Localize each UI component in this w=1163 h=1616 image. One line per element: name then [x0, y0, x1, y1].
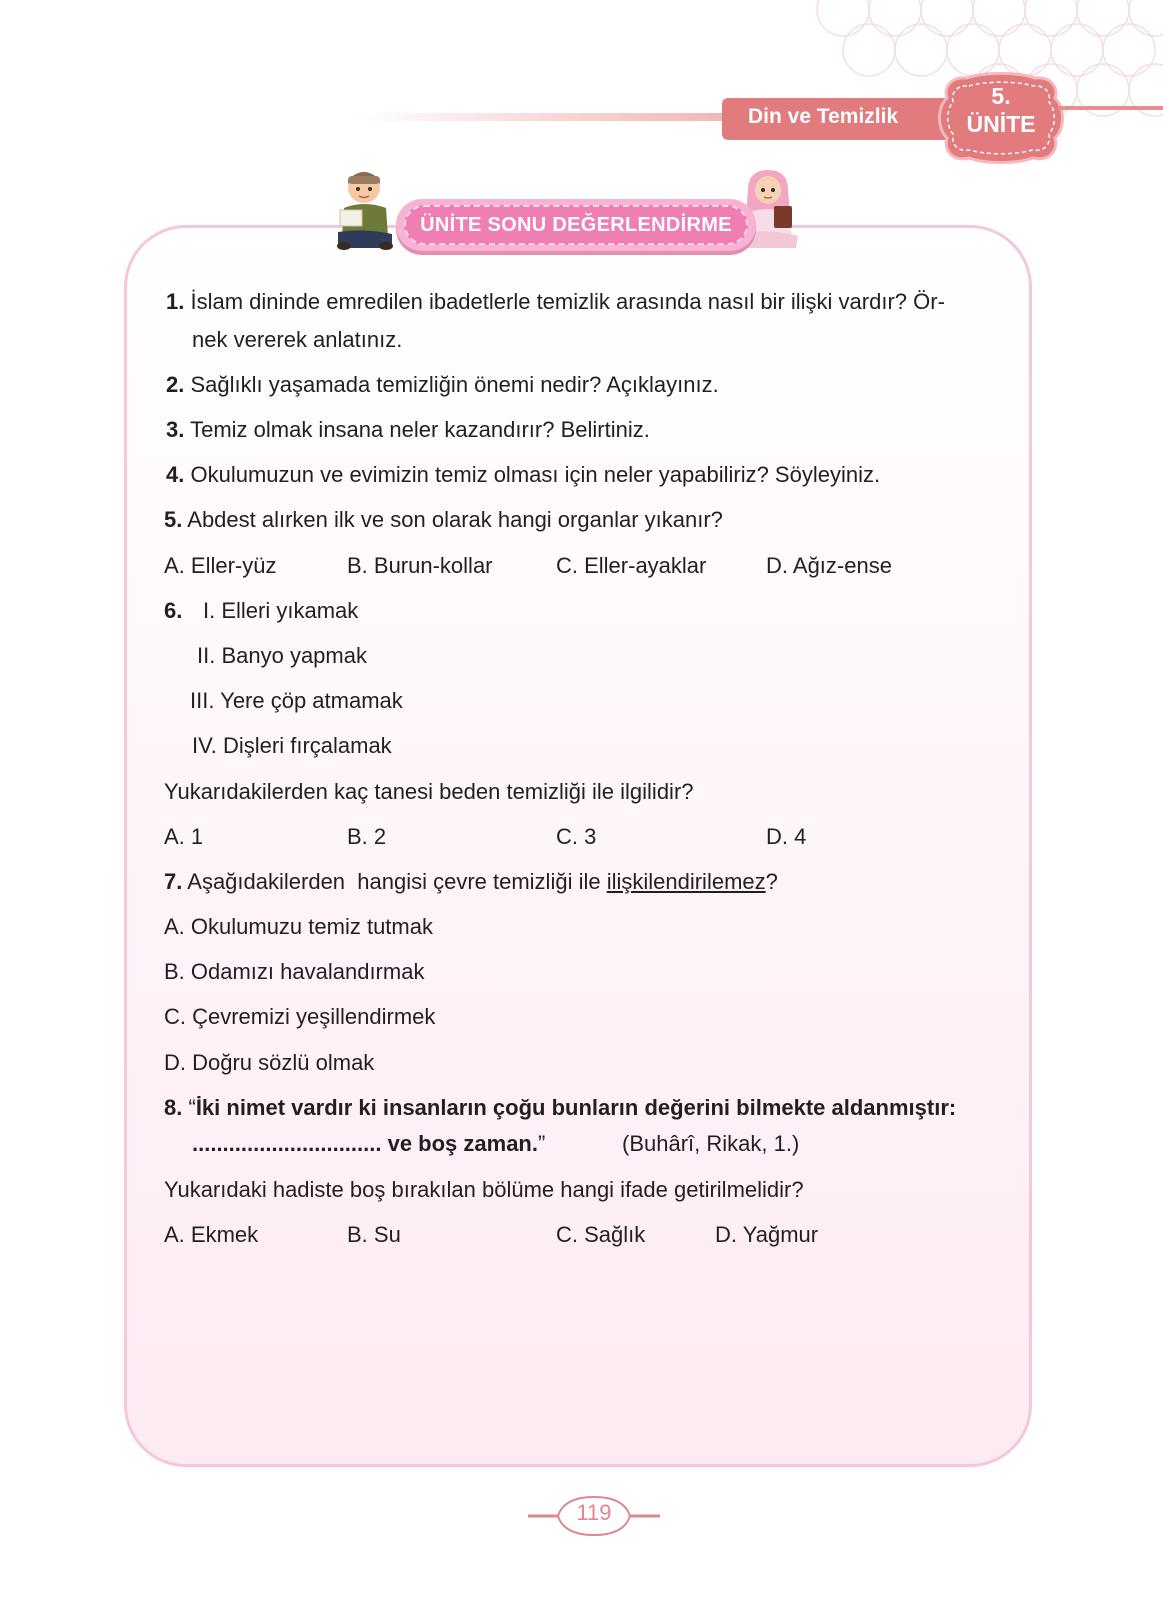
q6-item-2: II. Banyo yapmak: [197, 643, 367, 668]
q6-option-a[interactable]: A. 1: [164, 824, 204, 849]
question-1-continued: nek vererek anlatınız.: [192, 327, 403, 352]
header-divider: [355, 113, 725, 121]
question-number: 5.: [164, 507, 183, 532]
boy-reading-icon: [334, 170, 396, 252]
q7-option-d[interactable]: D. Doğru sözlü olmak: [164, 1050, 375, 1075]
question-3: [166, 417, 650, 443]
q6-item-1: I. Elleri yıkamak: [203, 598, 359, 623]
question-number: 8.: [164, 1095, 183, 1120]
hadith-source: (Buhârî, Rikak, 1.): [622, 1131, 800, 1156]
chapter-title: Din ve Temizlik: [722, 98, 954, 140]
question-text: Abdest alırken ilk ve son olarak hangi organlar yıkanır?: [187, 507, 723, 532]
unit-number: 5.: [991, 83, 1011, 109]
q6-prompt: Yukarıdakilerden kaç tanesi beden temizliği ile ilgilidir?: [164, 779, 694, 804]
question-number: 2.: [166, 372, 185, 397]
question-text: İslam dininde emredilen ibadetlerle temizlik arasında nasıl bir ilişki vardır? Ör-: [190, 289, 945, 314]
q5-option-c[interactable]: C. Eller-ayaklar: [556, 553, 707, 578]
q6-option-d[interactable]: D. 4: [766, 824, 807, 849]
question-number: 7.: [164, 869, 183, 894]
q8-option-a[interactable]: A. Ekmek: [164, 1222, 259, 1247]
question-5: [164, 507, 723, 533]
q5-option-d[interactable]: D. Ağız-ense: [766, 553, 892, 578]
question-text: Aşağıdakilerden hangisi çevre temizliği ile: [187, 869, 607, 894]
question-text: Okulumuzun ve evimizin temiz olması için neler yapabiliriz? Söyleyiniz.: [190, 462, 881, 487]
quote-open: “: [188, 1095, 196, 1120]
q7-option-a[interactable]: A. Okulumuzu temiz tutmak: [164, 914, 433, 939]
q8-prompt: Yukarıdaki hadiste boş bırakılan bölüme hangi ifade getirilmelidir?: [164, 1177, 804, 1202]
page-number: 119: [576, 1500, 612, 1525]
q8-option-d[interactable]: D. Yağmur: [715, 1222, 819, 1247]
question-2: [166, 372, 719, 398]
hadith-blank: ............................... ve boş zaman.: [192, 1131, 538, 1156]
q6-item-3: III. Yere çöp atmamak: [190, 688, 403, 713]
q7-option-b[interactable]: B. Odamızı havalandırmak: [164, 959, 425, 984]
question-8: [164, 1095, 956, 1121]
section-title: ÜNİTE SONU DEĞERLENDİRME: [404, 205, 748, 245]
question-7: [164, 869, 778, 895]
quote-close: ”: [537, 1131, 546, 1156]
question-6-number: [164, 598, 182, 624]
q5-option-a[interactable]: A. Eller-yüz: [164, 553, 277, 578]
header-right-divider: [1058, 106, 1163, 110]
question-number: 6.: [164, 598, 183, 623]
question-mark: ?: [765, 869, 778, 894]
question-text: Sağlıklı yaşamada temizliğin önemi nedir? Açıklayınız.: [190, 372, 719, 397]
q7-option-c[interactable]: C. Çevremizi yeşillendirmek: [164, 1004, 436, 1029]
question-1: [166, 289, 945, 315]
q6-item-4: IV. Dişleri fırçalamak: [192, 733, 392, 758]
question-number: 1.: [166, 289, 185, 314]
q6-option-c[interactable]: C. 3: [556, 824, 597, 849]
question-number: 3.: [166, 417, 185, 442]
unit-label: [937, 82, 1065, 138]
q8-option-b[interactable]: B. Su: [347, 1222, 401, 1247]
q8-option-c[interactable]: C. Sağlık: [556, 1222, 646, 1247]
hadith-line-1: İki nimet vardır ki insanların çoğu bunların değerini bilmekte aldanmıştır:: [195, 1095, 957, 1120]
section-banner: [396, 199, 756, 251]
q5-option-b[interactable]: B. Burun-kollar: [347, 553, 493, 578]
question-4: [166, 462, 880, 488]
question-text: Temiz olmak insana neler kazandırır? Belirtiniz.: [190, 417, 650, 442]
hadith-line-2: [192, 1131, 545, 1157]
unit-word: ÜNİTE: [966, 111, 1036, 137]
question-number: 4.: [166, 462, 185, 487]
underlined-word: ilişkilendirilemez: [606, 869, 766, 894]
q6-option-b[interactable]: B. 2: [347, 824, 387, 849]
